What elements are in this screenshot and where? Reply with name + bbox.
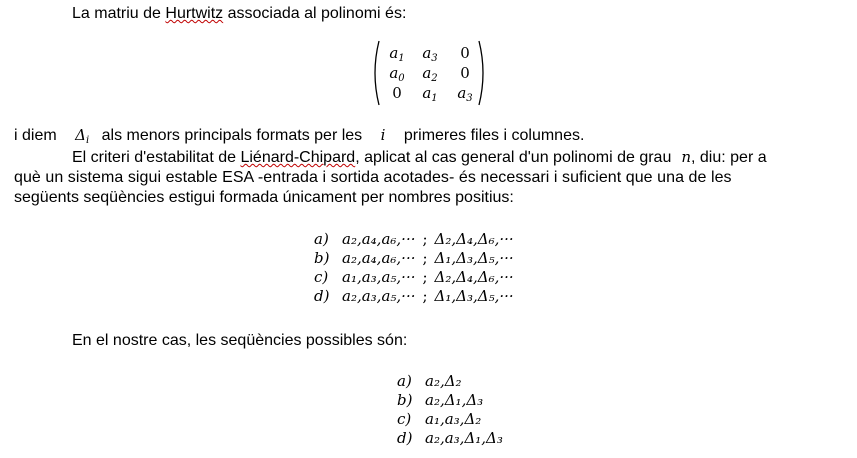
lienard-chipard-word: Liénard-Chipard (240, 149, 356, 166)
case-expression: a₁,a₃,Δ₂ (425, 410, 482, 428)
criteria-row (314, 230, 514, 249)
definition-end: primeres files i columnes. (403, 127, 585, 144)
criterion-text-1c: , diu: per a (691, 149, 767, 166)
intro-text-before: La matriu de (72, 5, 166, 22)
minor-sequence: Δ₂,Δ₄,Δ₆,··· (434, 268, 514, 286)
matrix-cell: 0 (460, 64, 470, 82)
matrix-cell: $a_1$ (389, 44, 405, 64)
criteria-label: d) (314, 287, 330, 305)
criteria-row (314, 268, 514, 287)
criteria-row (314, 249, 514, 268)
case-row (397, 429, 503, 448)
index-variable: i (380, 126, 386, 144)
coefficient-sequence: a₂,a₄,a₆,··· (342, 230, 416, 248)
case-row (397, 410, 503, 429)
delta-subscript: i (85, 135, 90, 146)
case-expression: a₂,a₃,Δ₁,Δ₃ (425, 429, 503, 447)
case-row (397, 391, 503, 410)
criteria-label: a) (314, 230, 329, 248)
coefficient-sequence: a₁,a₃,a₅,··· (342, 268, 416, 286)
hurwitz-matrix (370, 40, 488, 106)
case-label: d) (397, 429, 413, 447)
matrix-cell: $a_2$ (422, 64, 438, 84)
definition-middle: als menors principals formats per les (101, 127, 363, 144)
sequence-separator: ; (422, 287, 428, 305)
degree-variable: n (681, 148, 692, 166)
matrix-cell: $a_0$ (389, 64, 405, 84)
criteria-label: c) (314, 268, 329, 286)
left-parenthesis (370, 40, 380, 106)
minor-sequence: Δ₁,Δ₃,Δ₅,··· (434, 287, 514, 305)
definition-line (14, 126, 584, 145)
case-expression: a₂,Δ₂ (425, 372, 462, 390)
coefficient-sequence: a₂,a₃,a₅,··· (342, 287, 416, 305)
criteria-row (314, 287, 514, 306)
minor-sequence: Δ₁,Δ₃,Δ₅,··· (434, 249, 514, 267)
cases-list (397, 372, 503, 448)
sequence-separator: ; (422, 230, 428, 248)
delta-symbol: $\Delta_i$ (75, 126, 90, 146)
matrix-cell: $a_1$ (422, 84, 438, 104)
criteria-list (314, 230, 514, 306)
sequence-separator: ; (422, 268, 428, 286)
matrix-cell: $a_3$ (457, 84, 473, 104)
case-row (397, 372, 503, 391)
criterion-line-2: què un sistema sigui estable ESA -entrada i sortida acotades- és necessari i suficient que una de les (14, 169, 732, 186)
intro-text-after: associada al polinomi és: (223, 5, 407, 22)
case-label: a) (397, 372, 412, 390)
case-label: c) (397, 410, 412, 428)
criterion-line-1 (72, 148, 767, 167)
sequence-separator: ; (422, 249, 428, 267)
case-label: b) (397, 391, 413, 409)
intro-paragraph (72, 4, 406, 23)
minor-sequence: Δ₂,Δ₄,Δ₆,··· (434, 230, 514, 248)
case-expression: a₂,Δ₁,Δ₃ (425, 391, 484, 409)
criteria-label: b) (314, 249, 330, 267)
criterion-text-1a: El criteri d'estabilitat de (72, 149, 241, 166)
matrix-cell: $a_3$ (422, 44, 438, 64)
coefficient-sequence: a₂,a₄,a₆,··· (342, 249, 416, 267)
matrix-cell: 0 (392, 84, 402, 102)
definition-start: i diem (14, 127, 57, 144)
matrix-cell: 0 (460, 44, 470, 62)
possible-sequences-heading: En el nostre cas, les seqüències possibles són: (72, 332, 408, 349)
hurtwitz-word: Hurtwitz (165, 5, 224, 22)
criterion-text-1b: , aplicat al cas general d'un polinomi de grau (355, 149, 672, 166)
criterion-line-3: següents seqüències estigui formada únicament per nombres positius: (14, 189, 514, 206)
